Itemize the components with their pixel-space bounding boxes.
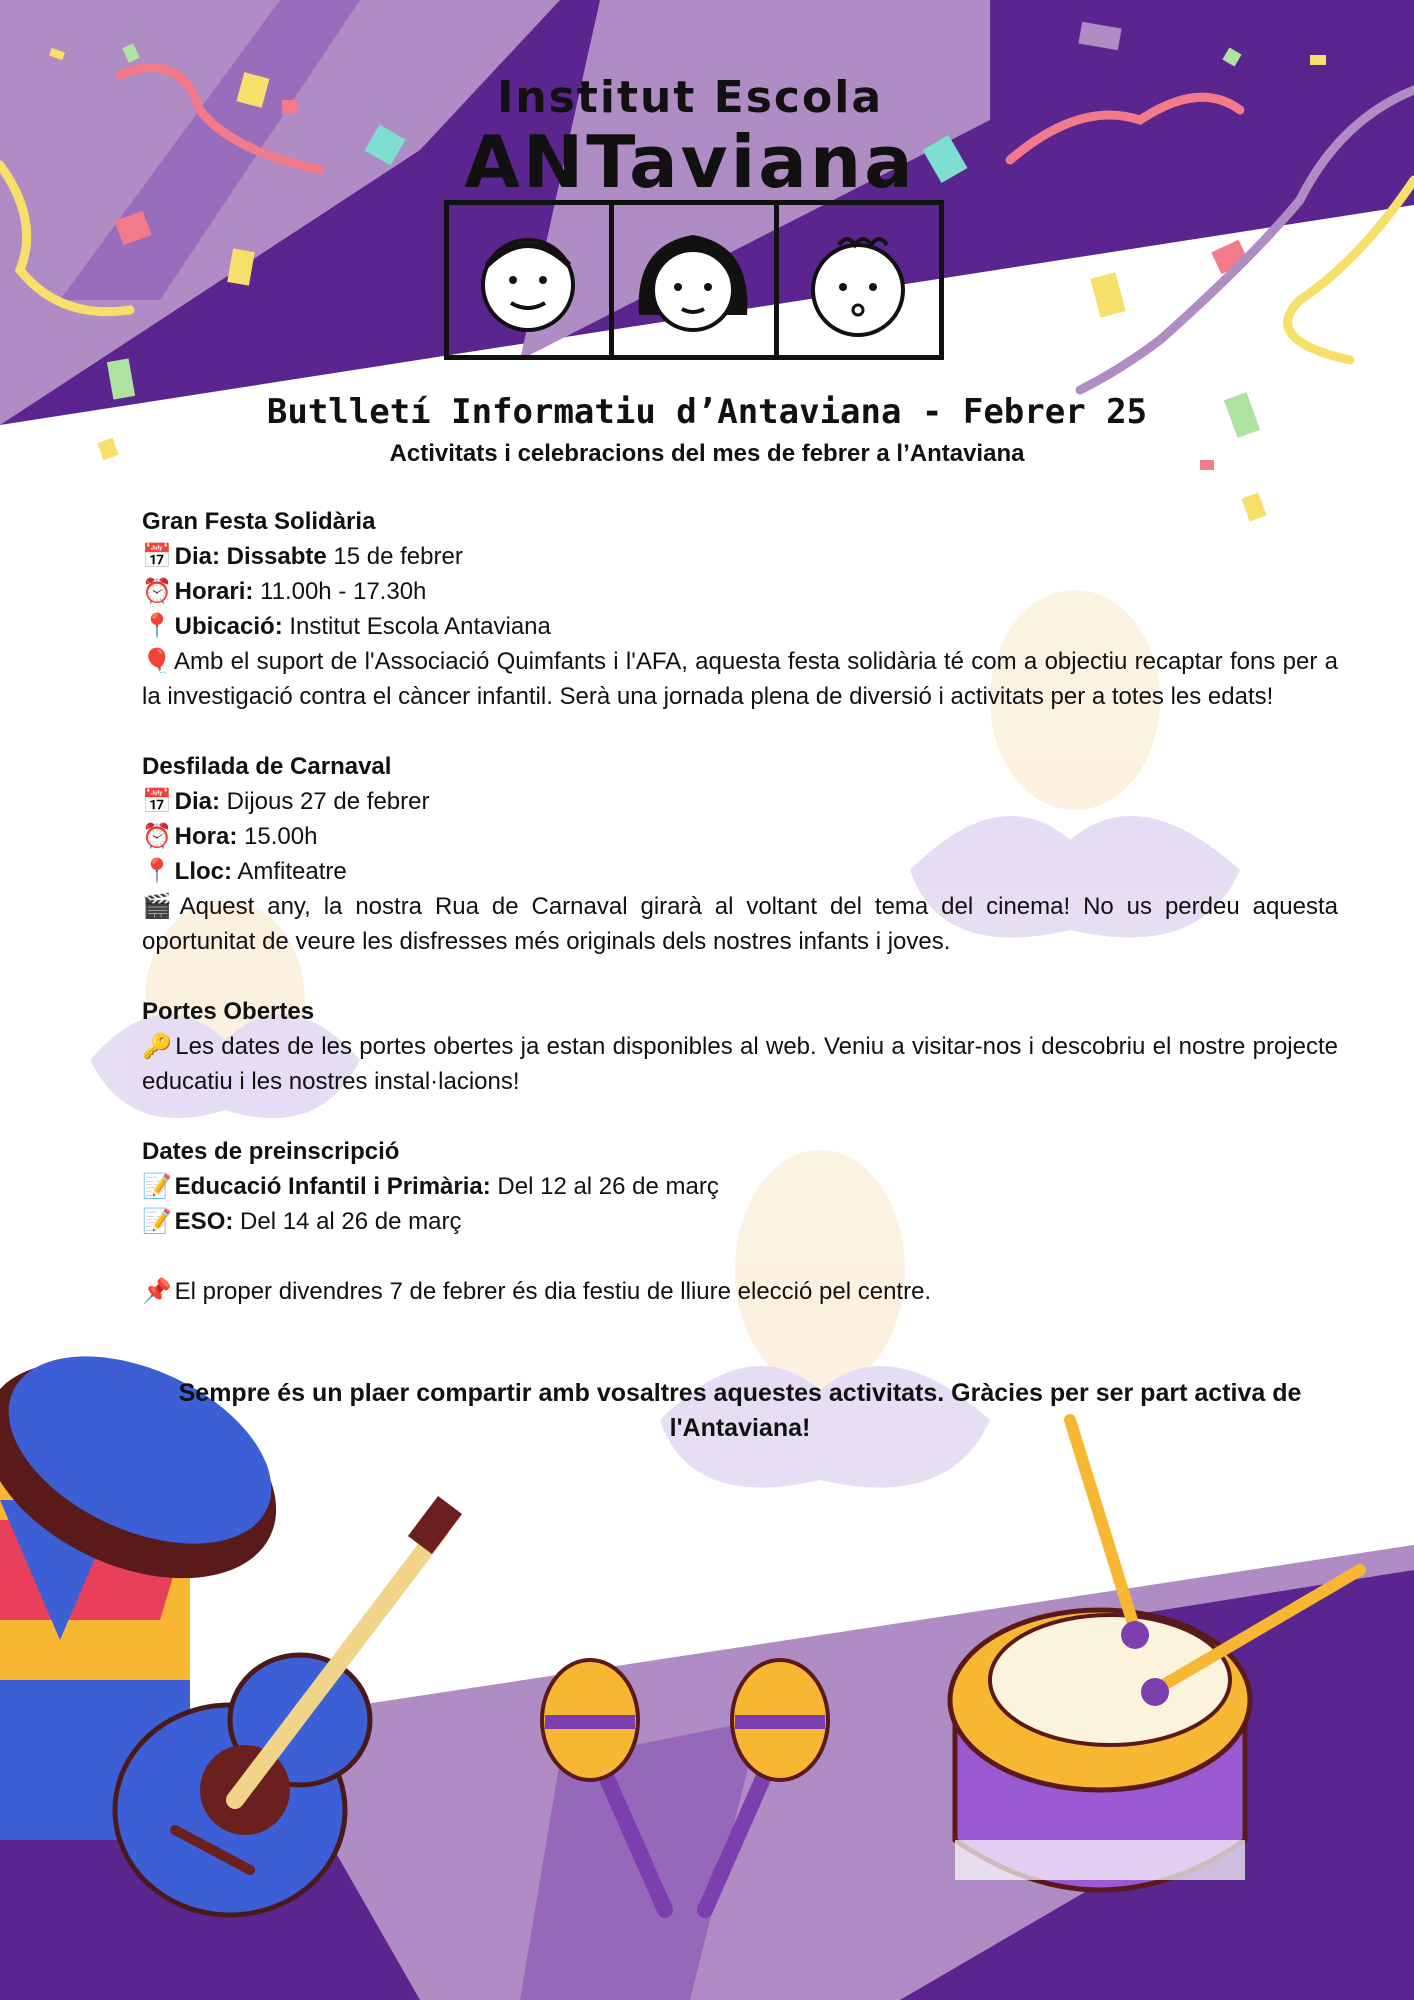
key-icon: 🔑 [142, 1033, 172, 1060]
carnaval-time: ⏰ Hora: 15.00h [142, 819, 1338, 854]
newsletter-content [142, 504, 1338, 1309]
pin-icon: 📍 [142, 858, 172, 885]
festa-day: 📅 Dia: Dissabte 15 de febrer [142, 539, 1338, 574]
portes-title: Portes Obertes [142, 998, 315, 1025]
festa-place: 📍 Ubicació: Institut Escola Antaviana [142, 609, 1338, 644]
carnaval-title: Desfilada de Carnaval [142, 753, 392, 780]
festa-time: ⏰ Horari: 11.00h - 17.30h [142, 574, 1338, 609]
face-girl-icon [614, 205, 779, 355]
newsletter-subtitle: Activitats i celebracions del mes de febrer a l’Antaviana [389, 440, 1025, 467]
newsletter-title: Butlletí Informatiu d’Antaviana - Febrer 25 [266, 392, 1148, 432]
pushpin-icon: 📌 [142, 1278, 172, 1305]
memo-icon: 📝 [142, 1173, 172, 1200]
preinscripcio-infantil: 📝 Educació Infantil i Primària: Del 12 al 26 de març [142, 1169, 1338, 1204]
carnaval-place: 📍 Lloc: Amfiteatre [142, 854, 1338, 889]
portes-description: 🔑 Les dates de les portes obertes ja estan disponibles al web. Veniu a visitar-nos i descobriu el nostre projecte educatiu i les nostres instal·lacions! [142, 1029, 1338, 1099]
calendar-icon: 📅 [142, 543, 172, 570]
balloon-icon: 🎈 [142, 648, 172, 675]
clock-icon: ⏰ [142, 823, 172, 850]
logo-faces [444, 200, 944, 360]
festa-title: Gran Festa Solidària [142, 508, 376, 535]
pin-icon: 📍 [142, 613, 172, 640]
calendar-icon: 📅 [142, 788, 172, 815]
logo-line1: Institut Escola [496, 72, 884, 123]
preinscripcio-eso: 📝 ESO: Del 14 al 26 de març [142, 1204, 1338, 1239]
carnaval-day: 📅 Dia: Dijous 27 de febrer [142, 784, 1338, 819]
preinscripcio-title: Dates de preinscripció [142, 1138, 400, 1165]
festa-description: 🎈 Amb el suport de l'Associació Quimfants i l'AFA, aquesta festa solidària té com a objectiu recaptar fons per a la investigació contra el càncer infantil. Serà una jornada plena de diversió i activitats per a totes les edats! [142, 644, 1338, 714]
face-baby-icon [779, 205, 939, 355]
face-boy-icon [449, 205, 614, 355]
holiday-notice: 📌 El proper divendres 7 de febrer és dia festiu de lliure elecció pel centre. [142, 1274, 1338, 1309]
school-logo [440, 72, 940, 362]
clapper-icon: 🎬 [142, 893, 172, 920]
closing-message: Sempre és un plaer compartir amb vosaltres aquestes activitats. Gràcies per ser part activa de l'Antaviana! [178, 1379, 1302, 1442]
clock-icon: ⏰ [142, 578, 172, 605]
memo-icon: 📝 [142, 1208, 172, 1235]
logo-line2: ANTaviana [464, 120, 916, 204]
carnaval-description: 🎬 Aquest any, la nostra Rua de Carnaval girarà al voltant del tema del cinema! No us perdeu aquesta oportunitat de veure les disfresses més originals dels nostres infants i joves. [142, 889, 1338, 959]
